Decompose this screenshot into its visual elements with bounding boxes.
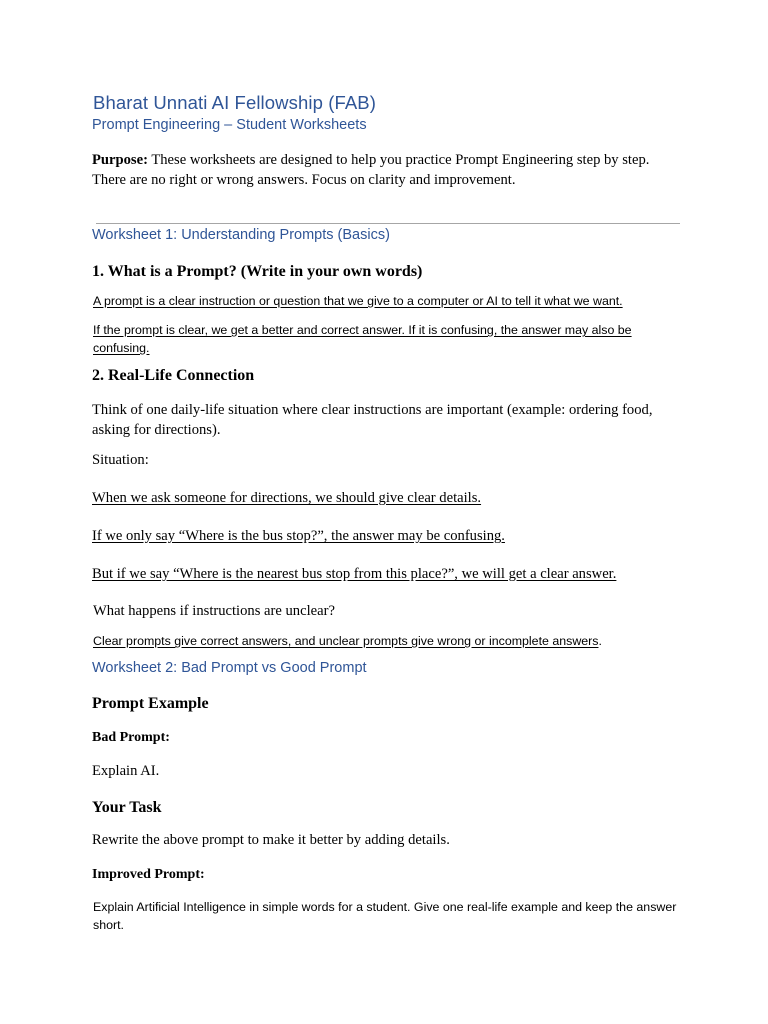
question1-heading: 1. What is a Prompt? (Write in your own words)	[92, 263, 423, 280]
situation-answer-line: If we only say “Where is the bus stop?”, the answer may be confusing.	[92, 528, 505, 544]
worksheet1-heading: Worksheet 1: Understanding Prompts (Basics)	[92, 227, 390, 243]
purpose-text: These worksheets are designed to help you practice Prompt Engineering step by step. There are no right or wrong answers. Focus on clarity and improvement.	[92, 152, 650, 188]
question2-instruction: Think of one daily-life situation where clear instructions are important (example: ordering food, asking for directions).	[92, 402, 653, 438]
unclear-question: What happens if instructions are unclear?	[93, 603, 335, 619]
improved-prompt-label: Improved Prompt:	[92, 867, 205, 882]
unclear-answer-text: Clear prompts give correct answers, and unclear prompts give wrong or incomplete answers	[93, 634, 599, 648]
unclear-answer-period: .	[598, 634, 602, 648]
question2-heading: 2. Real-Life Connection	[92, 367, 255, 384]
question1-answer-line: A prompt is a clear instruction or question that we give to a computer or AI to tell it what we want.	[93, 294, 623, 308]
situation-answer-line: When we ask someone for directions, we should give clear details.	[92, 490, 482, 506]
task-text: Rewrite the above prompt to make it better by adding details.	[92, 832, 450, 848]
prompt-example-heading: Prompt Example	[92, 695, 209, 712]
question1-answer-line: If the prompt is clear, we get a better and correct answer. If it is confusing, the answer may also be confusing.	[93, 323, 632, 355]
document-title: Bharat Unnati AI Fellowship (FAB)	[93, 92, 376, 113]
section-divider	[96, 223, 680, 224]
bad-prompt-text: Explain AI.	[92, 763, 160, 779]
purpose-paragraph	[92, 150, 682, 190]
document-subtitle: Prompt Engineering – Student Worksheets	[92, 117, 367, 133]
situation-answer-line: But if we say “Where is the nearest bus stop from this place?”, we will get a clear answer.	[92, 566, 617, 582]
situation-label: Situation:	[92, 452, 149, 468]
purpose-label: Purpose:	[92, 152, 148, 168]
task-heading: Your Task	[92, 799, 162, 816]
improved-prompt-text: Explain Artificial Intelligence in simple words for a student. Give one real-life example and keep the answer short.	[93, 900, 677, 932]
worksheet2-heading: Worksheet 2: Bad Prompt vs Good Prompt	[92, 660, 367, 676]
unclear-answer	[93, 634, 602, 648]
bad-prompt-label: Bad Prompt:	[92, 730, 170, 745]
